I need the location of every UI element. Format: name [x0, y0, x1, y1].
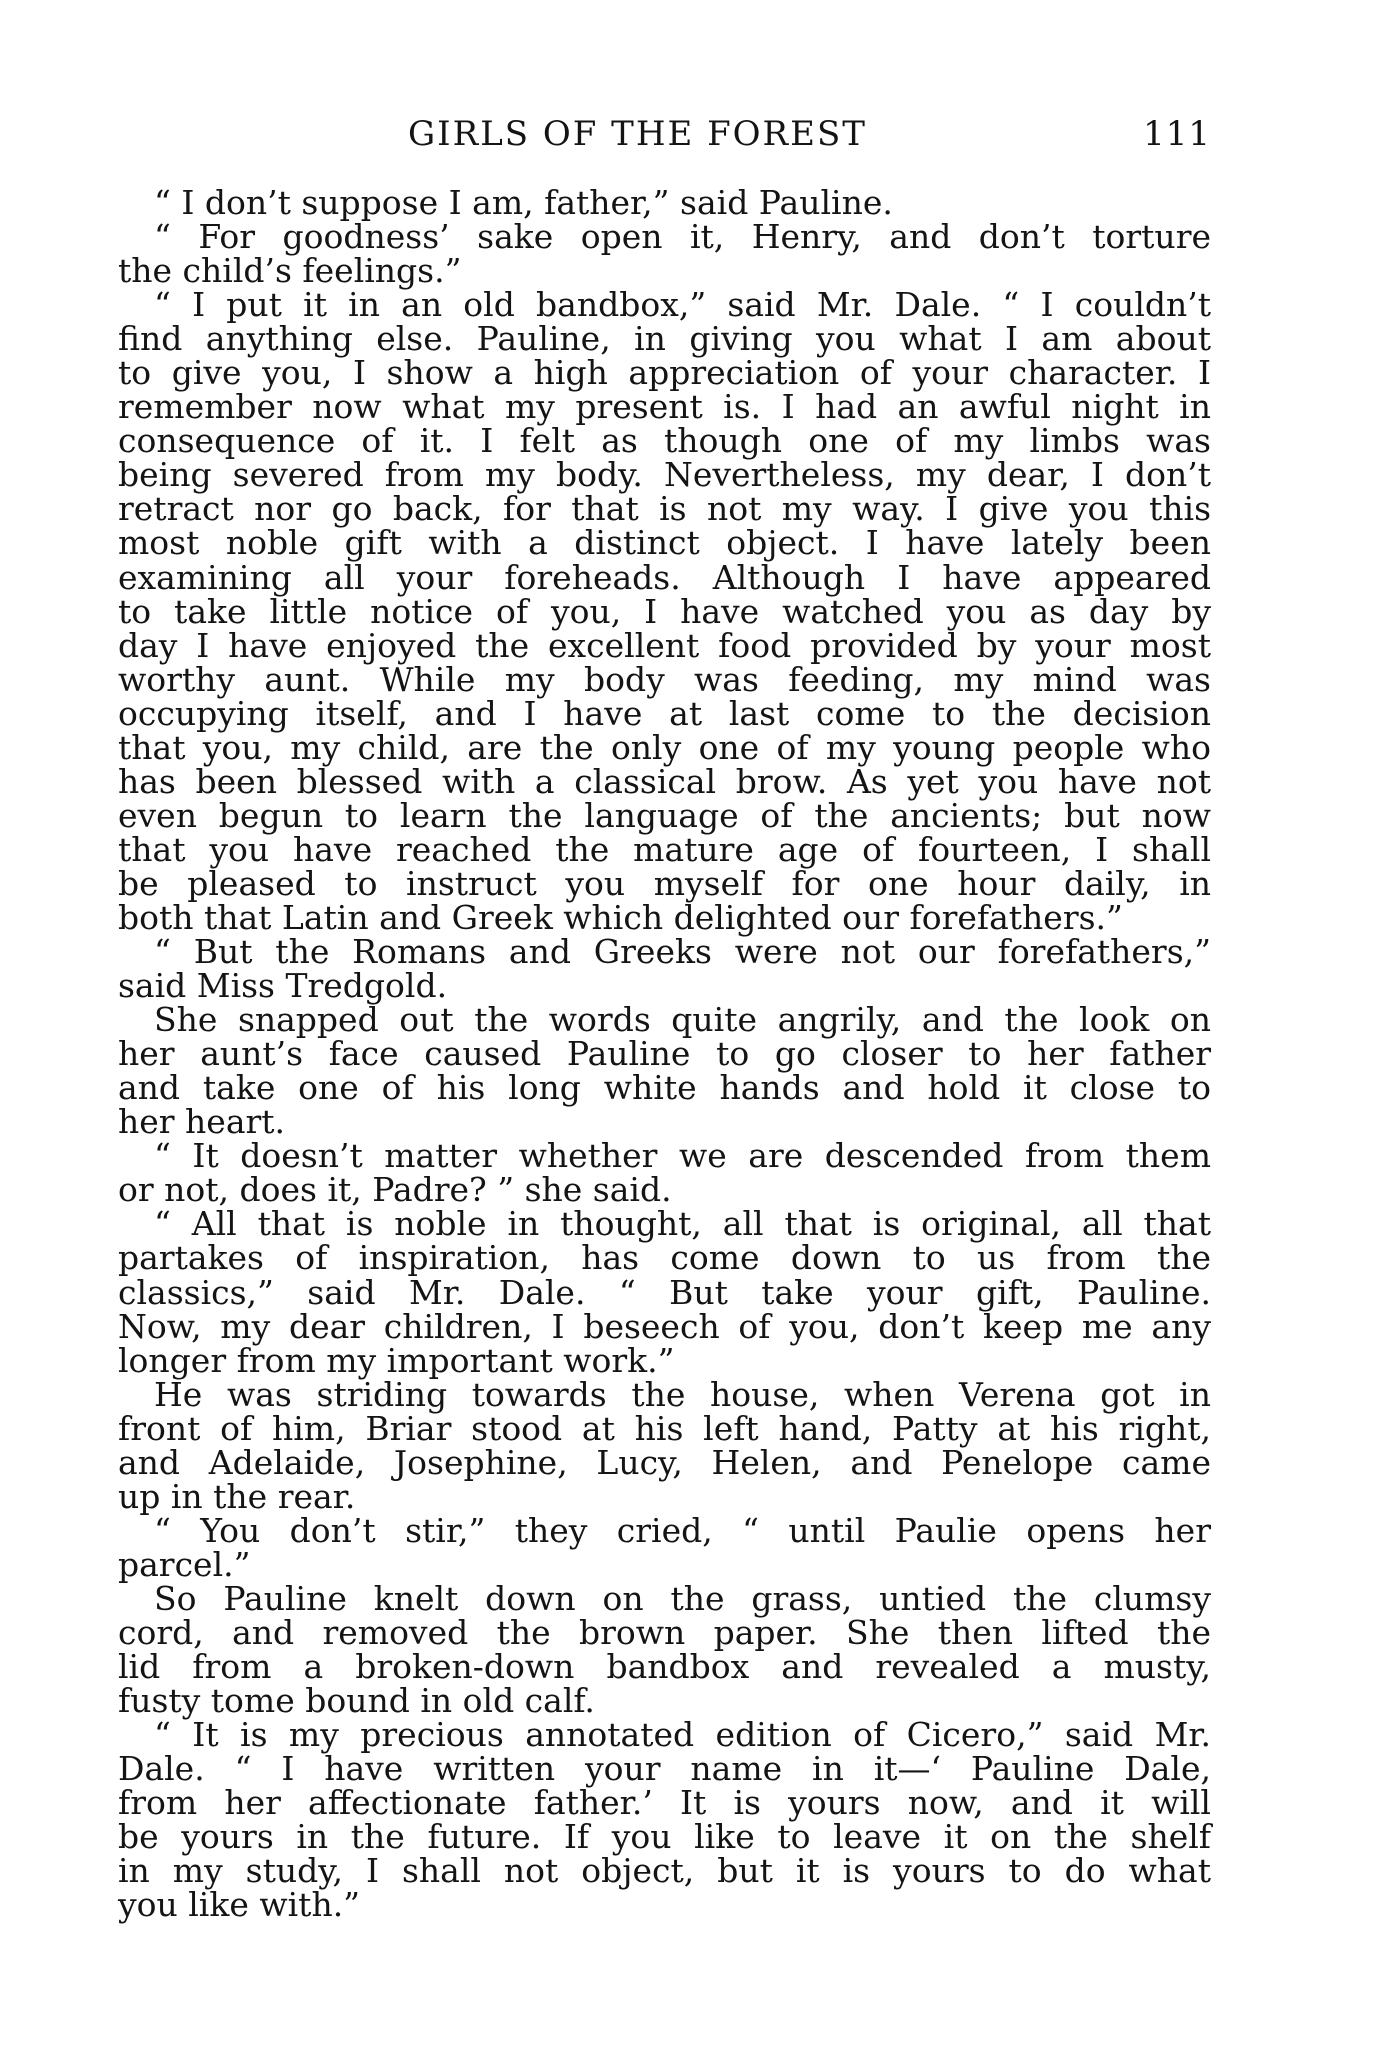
- text-line: “ But the Romans and Greeks were not our forefathers,”: [154, 932, 1211, 972]
- text-line: her heart.: [118, 1102, 286, 1142]
- text-line: Now, my dear children, I beseech of you, don’t keep me any: [118, 1306, 1211, 1346]
- page-number: 111: [1143, 114, 1211, 154]
- text-line: lid from a broken-down bandbox and revealed a musty,: [118, 1647, 1211, 1687]
- text-line: He was striding towards the house, when Verena got in: [154, 1374, 1211, 1414]
- text-line: has been blessed with a classical brow. As yet you have not: [118, 761, 1211, 801]
- text-line: “ You don’t stir,” they cried, “ until Paulie opens her: [154, 1510, 1211, 1550]
- text-line: or not, does it, Padre? ” she said.: [118, 1170, 672, 1210]
- text-line: that you have reached the mature age of fourteen, I shall: [118, 829, 1211, 869]
- text-line: front of him, Briar stood at his left hand, Patty at his right,: [118, 1408, 1211, 1448]
- text-line: Dale. “ I have written your name in it—‘ Pauline Dale,: [118, 1749, 1211, 1789]
- text-line: even begun to learn the language of the ancients; but now: [118, 795, 1211, 835]
- text-line: “ All that is noble in thought, all that is original, all that: [154, 1204, 1211, 1244]
- text-line: consequence of it. I felt as though one of my limbs was: [118, 421, 1211, 461]
- text-line: most noble gift with a distinct object. I have lately been: [118, 523, 1211, 563]
- text-line: be yours in the future. If you like to leave it on the shelf: [118, 1817, 1211, 1857]
- running-head: [118, 114, 1211, 164]
- text-line: the child’s feelings.”: [118, 251, 462, 291]
- text-line: remember now what my present is. I had an awful night in: [118, 387, 1211, 427]
- text-line: and Adelaide, Josephine, Lucy, Helen, and Penelope came: [118, 1442, 1211, 1482]
- text-line: her aunt’s face caused Pauline to go closer to her father: [118, 1034, 1211, 1074]
- text-line: said Miss Tredgold.: [118, 966, 448, 1006]
- text-line: fusty tome bound in old calf.: [118, 1681, 595, 1721]
- text-line: cord, and removed the brown paper. She then lifted the: [118, 1612, 1211, 1652]
- text-line: worthy aunt. While my body was feeding, my mind was: [118, 659, 1211, 699]
- text-line: “ I put it in an old bandbox,” said Mr. Dale. “ I couldn’t: [154, 285, 1211, 325]
- text-line: from her affectionate father.’ It is yours now, and it will: [118, 1783, 1211, 1823]
- text-line: that you, my child, are the only one of my young people who: [118, 727, 1211, 767]
- body-text: [118, 183, 1211, 1925]
- text-line: both that Latin and Greek which delighted our forefathers.”: [118, 897, 1123, 937]
- text-line: to take little notice of you, I have watched you as day by: [118, 591, 1211, 631]
- text-line: parcel.”: [118, 1544, 251, 1584]
- text-line: “ It is my precious annotated edition of Cicero,” said Mr.: [154, 1715, 1211, 1755]
- running-title: GIRLS OF THE FOREST: [408, 114, 867, 154]
- text-line: you like with.”: [118, 1885, 361, 1925]
- text-line: be pleased to instruct you myself for one hour daily, in: [118, 863, 1211, 903]
- text-line: to give you, I show a high appreciation of your character. I: [118, 353, 1211, 393]
- text-line: “ It doesn’t matter whether we are descended from them: [154, 1136, 1211, 1176]
- text-line: retract nor go back, for that is not my way. I give you this: [118, 489, 1211, 529]
- text-line: longer from my important work.”: [118, 1340, 675, 1380]
- text-line: She snapped out the words quite angrily, and the look on: [154, 1000, 1211, 1040]
- text-line: and take one of his long white hands and hold it close to: [118, 1068, 1211, 1108]
- text-line: “ I don’t suppose I am, father,” said Pauline.: [154, 183, 893, 222]
- text-line: examining all your foreheads. Although I have appeared: [118, 557, 1211, 597]
- text-line: So Pauline knelt down on the grass, untied the clumsy: [154, 1578, 1211, 1618]
- text-line: up in the rear.: [118, 1476, 356, 1516]
- text-line: day I have enjoyed the excellent food provided by your most: [118, 625, 1211, 665]
- text-line: find anything else. Pauline, in giving you what I am about: [118, 319, 1211, 359]
- text-line: being severed from my body. Nevertheless, my dear, I don’t: [118, 455, 1211, 495]
- text-line: “ For goodness’ sake open it, Henry, and don’t torture: [154, 217, 1211, 257]
- text-line: classics,” said Mr. Dale. “ But take your gift, Pauline.: [118, 1272, 1211, 1312]
- text-line: in my study, I shall not object, but it is yours to do what: [118, 1851, 1211, 1891]
- text-line: partakes of inspiration, has come down to us from the: [118, 1238, 1211, 1278]
- text-line: occupying itself, and I have at last come to the decision: [118, 693, 1211, 733]
